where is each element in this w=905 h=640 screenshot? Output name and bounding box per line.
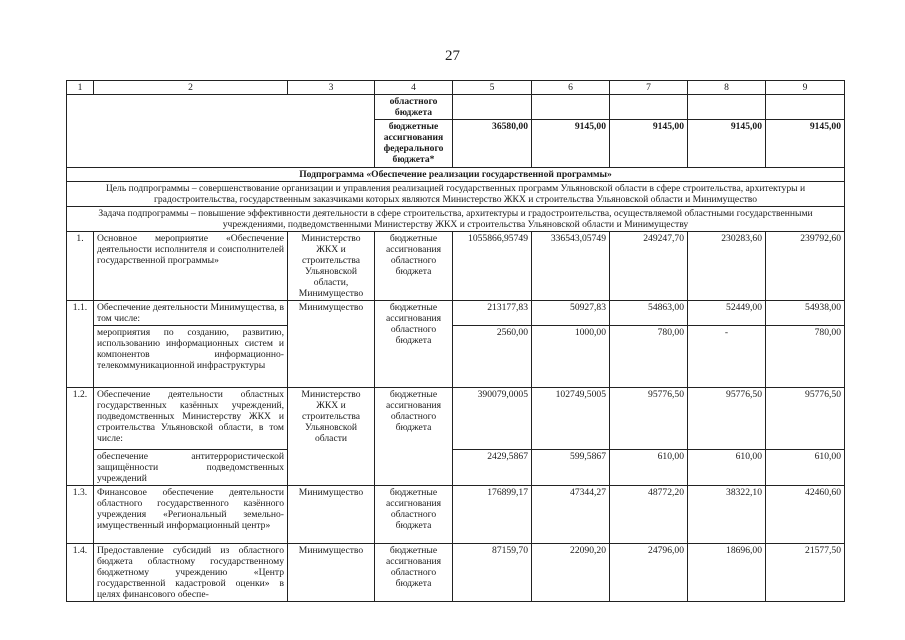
page-number: 27 bbox=[445, 48, 460, 64]
value-cell: 213177,83 bbox=[453, 301, 532, 326]
funding-source: бюджетные ассигнования областного бюджета bbox=[375, 388, 453, 486]
subprogram-task: Задача подпрограммы – повышение эффективности деятельности в сфере строительства, архитектуры и градостроительства, осуществляемой областными государственными учреждениями, подведомственными Министерству ЖКХ и строительства Ульяновской области и Минимуществу bbox=[67, 207, 845, 232]
value-cell: - bbox=[688, 326, 766, 388]
col-header: 9 bbox=[766, 81, 845, 95]
value-cell: 18696,00 bbox=[688, 544, 766, 602]
executor: Министерство ЖКХ и строительства Ульяновской области bbox=[288, 388, 375, 486]
subprogram-goal-row bbox=[67, 182, 845, 207]
table-row bbox=[67, 326, 845, 388]
value-cell: 1000,00 bbox=[532, 326, 610, 388]
executor: Минимущество bbox=[288, 301, 375, 388]
budget-table bbox=[66, 80, 845, 602]
value-cell: 610,00 bbox=[766, 450, 845, 486]
funding-source: областного бюджета bbox=[375, 95, 453, 120]
funding-source: бюджетные ассигнования областного бюджета bbox=[375, 232, 453, 301]
value-cell: 36580,00 bbox=[453, 120, 532, 168]
value-cell: 95776,50 bbox=[766, 388, 845, 450]
value-cell: 610,00 bbox=[688, 450, 766, 486]
subprogram-title-row bbox=[67, 168, 845, 182]
value-cell: 9145,00 bbox=[532, 120, 610, 168]
value-cell: 230283,60 bbox=[688, 232, 766, 301]
activity-name: Основное мероприятие «Обеспечение деятельности исполнителя и соисполнителей государственной программы» bbox=[94, 232, 288, 301]
col-header: 3 bbox=[288, 81, 375, 95]
value-cell: 54863,00 bbox=[610, 301, 688, 326]
funding-source: бюджетные ассигнования областного бюджета bbox=[375, 486, 453, 544]
value-cell: 22090,20 bbox=[532, 544, 610, 602]
row-number: 1. bbox=[67, 232, 94, 301]
col-header: 5 bbox=[453, 81, 532, 95]
value-cell: 47344,27 bbox=[532, 486, 610, 544]
col-header: 2 bbox=[94, 81, 288, 95]
value-cell: 54938,00 bbox=[766, 301, 845, 326]
activity-name: Предоставление субсидий из областного бюджета областному государственному бюджетному учреждению «Центр государственной кадастровой оценки» в целях финансового обеспе- bbox=[94, 544, 288, 602]
value-cell: 249247,70 bbox=[610, 232, 688, 301]
value-cell: 102749,5005 bbox=[532, 388, 610, 450]
value-cell: 780,00 bbox=[766, 326, 845, 388]
value-cell: 610,00 bbox=[610, 450, 688, 486]
value-cell: 599,5867 bbox=[532, 450, 610, 486]
table-row bbox=[67, 486, 845, 544]
value-cell: 87159,70 bbox=[453, 544, 532, 602]
col-header: 7 bbox=[610, 81, 688, 95]
value-cell: 2429,5867 bbox=[453, 450, 532, 486]
executor: Министерство ЖКХ и строительства Ульяновской области, Минимущество bbox=[288, 232, 375, 301]
continuation-cell bbox=[67, 95, 375, 168]
row-number: 1.2. bbox=[67, 388, 94, 486]
funding-source: бюджетные ассигнования областного бюджета bbox=[375, 544, 453, 602]
activity-name: Финансовое обеспечение деятельности областного государственного казённого учреждения «Региональный земельно-имущественный информационный центр» bbox=[94, 486, 288, 544]
subprogram-title: Подпрограмма «Обеспечение реализации государственной программы» bbox=[67, 168, 845, 182]
col-header: 6 bbox=[532, 81, 610, 95]
funding-source: бюджетные ассигнования областного бюджета bbox=[375, 301, 453, 388]
sub-activity-name: мероприятия по созданию, развитию, использованию информационных систем и компонентов информационно-телекоммуникационной инфраструктуры bbox=[94, 326, 288, 388]
value-cell: 9145,00 bbox=[610, 120, 688, 168]
value-cell: 95776,50 bbox=[610, 388, 688, 450]
funding-source: бюджетные ассигнования федерального бюджета* bbox=[375, 120, 453, 168]
value-cell: 176899,17 bbox=[453, 486, 532, 544]
subprogram-goal: Цель подпрограммы – совершенствование организации и управления реализацией государственных программ Ульяновской области в сфере строительства, архитектуры и градостроительства, государственным заказчиками которых являются Министерство ЖКХ и строительства Ульяновской области и Минимущество bbox=[67, 182, 845, 207]
col-header: 8 bbox=[688, 81, 766, 95]
value-cell: 42460,60 bbox=[766, 486, 845, 544]
row-number: 1.3. bbox=[67, 486, 94, 544]
activity-name: Обеспечение деятельности Минимущества, в том числе: bbox=[94, 301, 288, 326]
value-cell: 9145,00 bbox=[688, 120, 766, 168]
value-cell: 239792,60 bbox=[766, 232, 845, 301]
col-header: 4 bbox=[375, 81, 453, 95]
table-row bbox=[67, 232, 845, 301]
activity-name: Обеспечение деятельности областных государственных казённых учреждений, подведомственных Министерству ЖКХ и строительства Ульяновской области, в том числе: bbox=[94, 388, 288, 450]
value-cell: 336543,05749 bbox=[532, 232, 610, 301]
value-cell: 21577,50 bbox=[766, 544, 845, 602]
value-cell: 50927,83 bbox=[532, 301, 610, 326]
table-row bbox=[67, 388, 845, 450]
value-cell: 38322,10 bbox=[688, 486, 766, 544]
subprogram-task-row bbox=[67, 207, 845, 232]
value-cell: 24796,00 bbox=[610, 544, 688, 602]
value-cell: 52449,00 bbox=[688, 301, 766, 326]
table-row bbox=[67, 301, 845, 326]
value-cell: 48772,20 bbox=[610, 486, 688, 544]
row-number: 1.1. bbox=[67, 301, 94, 388]
value-cell: 2560,00 bbox=[453, 326, 532, 388]
table-row bbox=[67, 450, 845, 486]
col-header: 1 bbox=[67, 81, 94, 95]
executor: Минимущество bbox=[288, 544, 375, 602]
value-cell: 780,00 bbox=[610, 326, 688, 388]
table-row bbox=[67, 95, 845, 120]
sub-activity-name: обеспечение антитеррористической защищённости подведомственных учреждений bbox=[94, 450, 288, 486]
value-cell: 95776,50 bbox=[688, 388, 766, 450]
value-cell: 9145,00 bbox=[766, 120, 845, 168]
value-cell: 390079,0005 bbox=[453, 388, 532, 450]
table-row bbox=[67, 544, 845, 602]
column-number-row bbox=[67, 81, 845, 95]
executor: Минимущество bbox=[288, 486, 375, 544]
row-number: 1.4. bbox=[67, 544, 94, 602]
value-cell: 1055866,95749 bbox=[453, 232, 532, 301]
